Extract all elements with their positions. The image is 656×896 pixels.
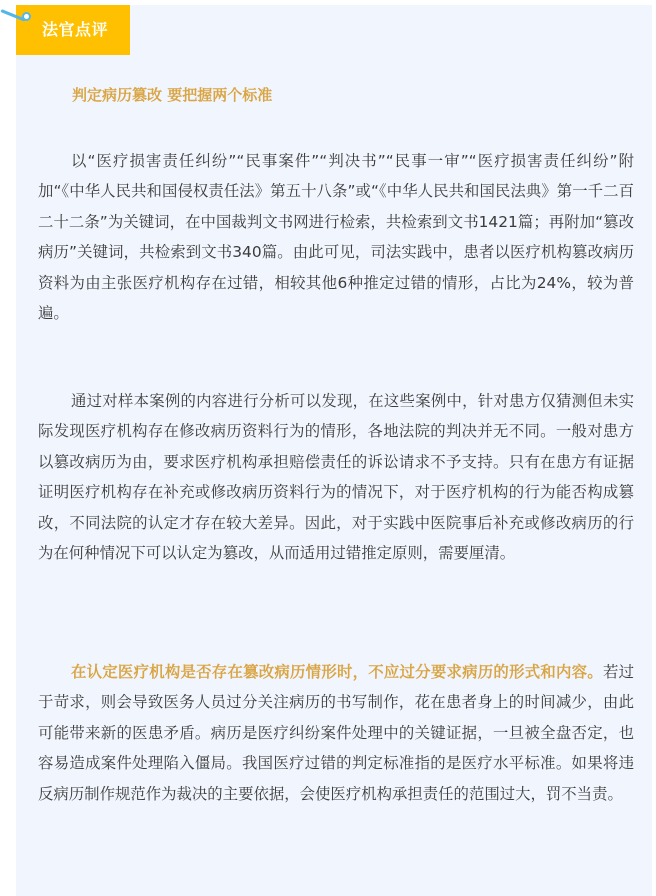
section-title: 判定病历篡改 要把握两个标准 <box>72 86 273 104</box>
paragraph-3-highlight: 在认定医疗机构是否存在篡改病历情形时，不应过分要求病历的形式和内容。 <box>71 663 603 681</box>
paragraph-3-text: 若过于苛求，则会导致医务人员过分关注病历的书写制作，花在患者身上的时间减少，由此可能带来新的医患矛盾。病历是医疗纠纷案件处理中的关键证据，一旦被全盘否定，也容易造成案件处理陷入僵局。我国医疗过错的判定标准指的是医疗水平标准。如果将违反病历制作规范作为裁决的主要依据，会使医疗机构承担责任的范围过大，罚不当责。 <box>38 663 634 803</box>
paragraph-2: 通过对样本案例的内容进行分析可以发现，在这些案例中，针对患方仅猜测但未实际发现医疗机构存在修改病历资料行为的情形，各地法院的判决并无不同。一般对患方以篡改病历为由，要求医疗机构承担赔偿责任的诉讼请求不予支持。只有在患方有证据证明医疗机构存在补充或修改病历资料行为的情况下，对于医疗机构的行为能否构成篡改，不同法院的认定才存在较大差异。因此，对于实践中医院事后补充或修改病历的行为在何种情况下可以认定为篡改，从而适用过错推定原则，需要厘清。 <box>38 392 634 563</box>
section-tag-label: 法官点评 <box>42 20 109 39</box>
paragraph-1: 以“医疗损害责任纠纷”“民事案件”“判决书”“民事一审”“医疗损害责任纠纷”附加“《中华人民共和国侵权责任法》第五十八条”或“《中华人民共和国民法典》第一千二百二十二条”为关键词，在中国裁判文书网进行检索，共检索到文书1421篇；再附加“篡改病历”关键词，共检索到文书340篇。由此可见，司法实践中，患者以医疗机构篡改病历资料为由主张医疗机构存在过错，相较其他6种推定过错的情形，占比为24%，较为普遍。 <box>38 152 634 323</box>
pin-head-icon <box>22 12 31 21</box>
paragraph-3 <box>38 657 634 809</box>
